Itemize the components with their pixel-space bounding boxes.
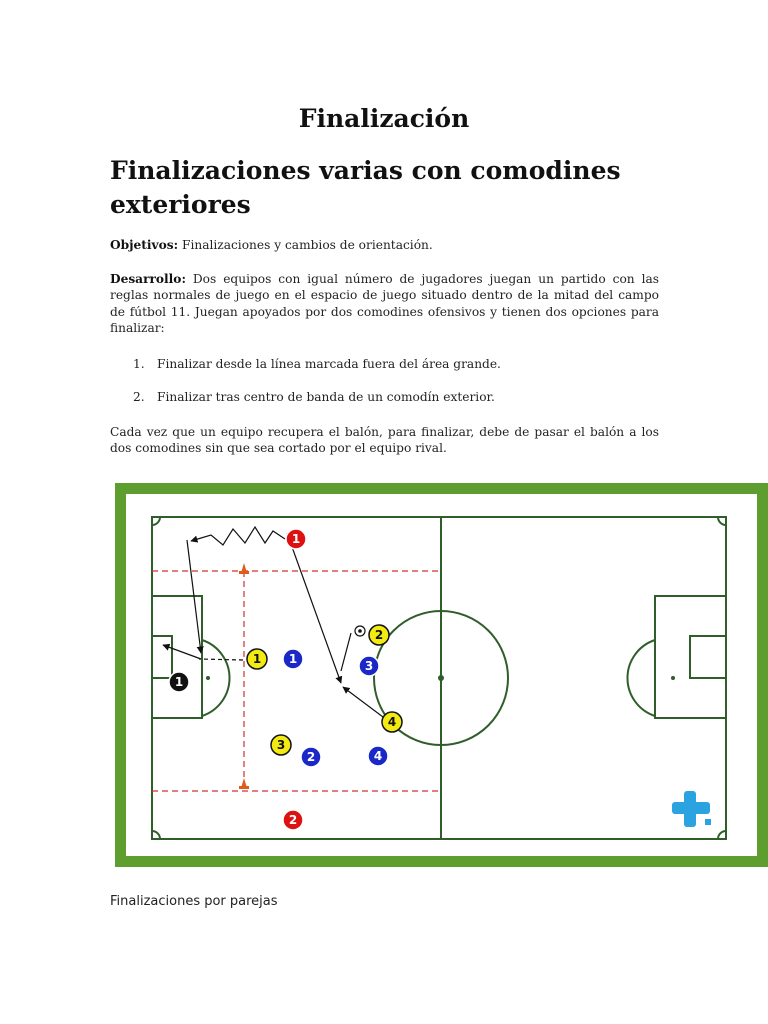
objetivos-paragraph xyxy=(110,237,659,253)
desarrollo-text: Dos equipos con igual número de jugadores juegan un partido con las reglas normales de juego en el espacio de juego situado dentro de la mitad del campo de fútbol 11. Juegan apoyados por dos comodines ofensivos y tienen dos opciones para finalizar: xyxy=(110,272,659,336)
player-red-1 xyxy=(286,529,306,549)
player-yellow-4 xyxy=(382,712,402,732)
svg-text:4: 4 xyxy=(373,749,383,763)
player-yellow-2 xyxy=(369,625,389,645)
svg-text:1: 1 xyxy=(174,675,184,689)
list-number: 2. xyxy=(133,390,145,404)
svg-text:1: 1 xyxy=(252,652,262,666)
section-heading: Finalizaciones varias con comodines exteriores xyxy=(110,156,621,219)
list-number: 1. xyxy=(133,357,145,371)
svg-text:3: 3 xyxy=(364,659,374,673)
player-blue-4 xyxy=(368,746,388,766)
svg-text:2: 2 xyxy=(288,813,298,827)
svg-text:3: 3 xyxy=(276,738,286,752)
list-text: Finalizar tras centro de banda de un comodín exterior. xyxy=(157,390,495,404)
svg-text:2: 2 xyxy=(374,628,384,642)
player-black-1 xyxy=(169,672,189,692)
list-text: Finalizar desde la línea marcada fuera del área grande. xyxy=(157,357,501,371)
player-yellow-1 xyxy=(247,649,267,669)
objetivos-text: Finalizaciones y cambios de orientación. xyxy=(182,238,433,252)
objetivos-label: Objetivos: xyxy=(110,238,179,252)
list-item xyxy=(133,389,495,405)
player-yellow-3 xyxy=(271,735,291,755)
svg-text:2: 2 xyxy=(306,750,316,764)
svg-text:1: 1 xyxy=(288,652,298,666)
player-blue-2 xyxy=(301,747,321,767)
figure-caption: Finalizaciones por parejas xyxy=(110,894,278,909)
football-pitch-diagram xyxy=(115,483,768,867)
player-blue-1 xyxy=(283,649,303,669)
player-red-2 xyxy=(283,810,303,830)
desarrollo-paragraph xyxy=(110,271,659,337)
svg-text:4: 4 xyxy=(387,715,397,729)
closing-paragraph: Cada vez que un equipo recupera el balón, para finalizar, debe de pasar el balón a los dos comodines sin que sea cortado por el equipo rival. xyxy=(110,425,659,456)
svg-text:1: 1 xyxy=(291,532,301,546)
list-item xyxy=(133,356,501,372)
page-title: Finalización xyxy=(298,104,470,133)
player-blue-3 xyxy=(359,656,379,676)
desarrollo-label: Desarrollo: xyxy=(110,272,186,286)
ball-icon xyxy=(355,626,365,636)
